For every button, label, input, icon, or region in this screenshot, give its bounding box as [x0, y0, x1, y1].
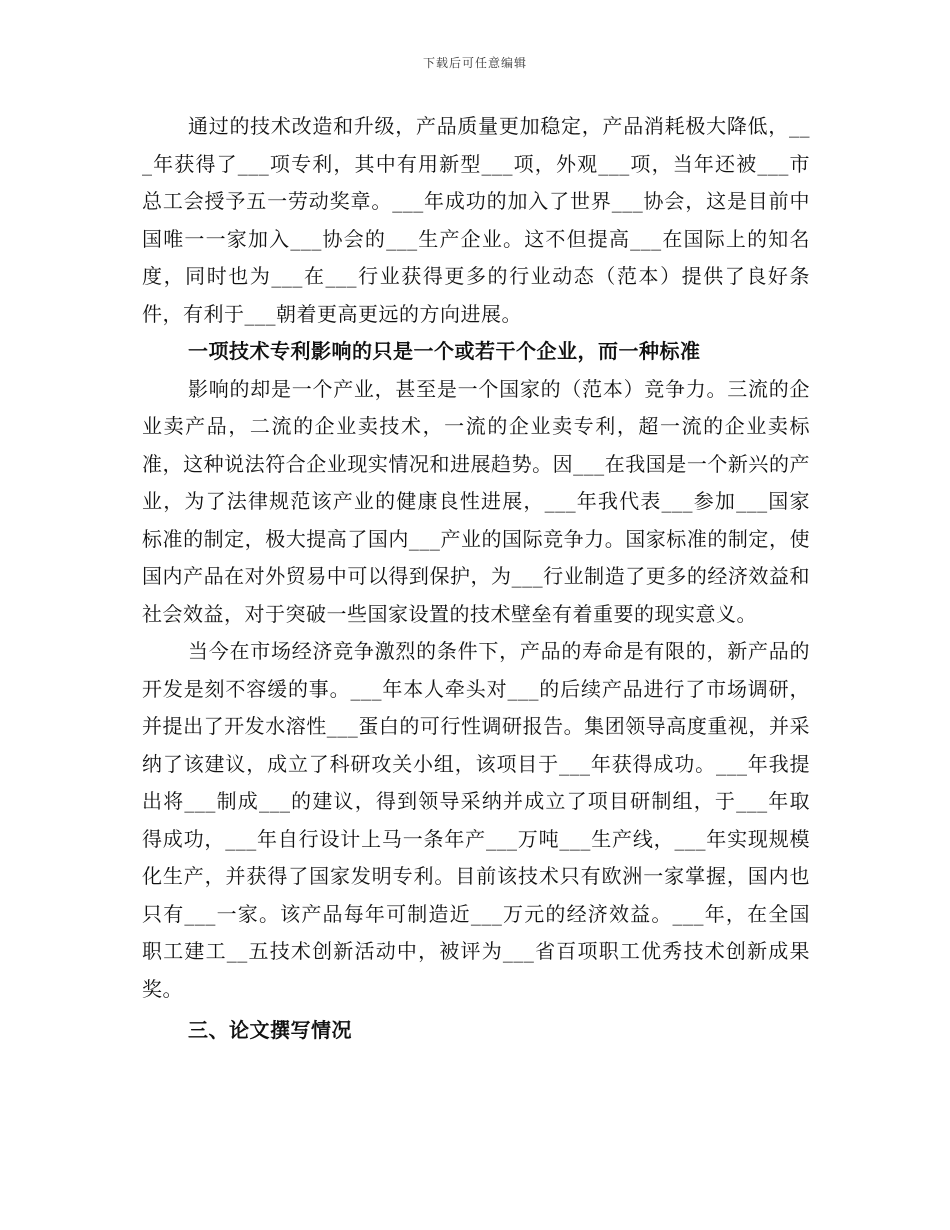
- paragraph-new-product: 当今在市场经济竞争激烈的条件下，产品的寿命是有限的，新产品的开发是刻不容缓的事。___年本人牵头对___的后续产品进行了市场调研，并提出了开发水溶性___蛋白的可行性调研报告。集团领导高度重视，并采纳了该建议，成立了科研攻关小组，该项目于___年获得成功。___年我提出将___制成___的建议，得到领导采纳并成立了项目研制组，于___年取得成功，___年自行设计上马一条年产___万吨___生产线，___年实现规模化生产，并获得了国家发明专利。目前该技术只有欧洲一家掌握，国内也只有___一家。该产品每年可制造近___万元的经济效益。___年，在全国职工建工__五技术创新活动中，被评为___省百项职工优秀技术创新成果奖。: [142, 639, 810, 1001]
- document-body: [142, 108, 810, 1050]
- page-header: 下载后可任意编辑: [422, 56, 527, 70]
- heading-patent-standard: 一项技术专利影响的只是一个或若干个企业，而一种标准: [188, 339, 701, 363]
- paragraph-standards: 影响的却是一个产业，甚至是一个国家的（范本）竞争力。三流的企业卖产品，二流的企业卖技术，一流的企业卖专利，超一流的企业卖标准，这种说法符合企业现实情况和进展趋势。因___在我国是一个新兴的产业，为了法律规范该产业的健康良性进展，___年我代表___参加___国家标准的制定，极大提高了国内___产业的国际竞争力。国家标准的制定，使国内产品在对外贸易中可以得到保护，为___行业制造了更多的经济效益和社会效益，对于突破一些国家设置的技术壁垒有着重要的现实意义。: [142, 376, 810, 626]
- heading-paper-writing: 三、论文撰写情况: [188, 1018, 352, 1042]
- paragraph-tech-upgrade: 通过的技术改造和升级，产品质量更加稳定，产品消耗极大降低，___年获得了___项专利，其中有用新型___项，外观___项，当年还被___市总工会授予五一劳动奖章。___年成功的加入了世界___协会，这是目前中国唯一一家加入___协会的___生产企业。这不但提高___在国际上的知名度，同时也为___在___行业获得更多的行业动态（范本）提供了良好条件，有利于___朝着更高更远的方向进展。: [142, 114, 810, 326]
